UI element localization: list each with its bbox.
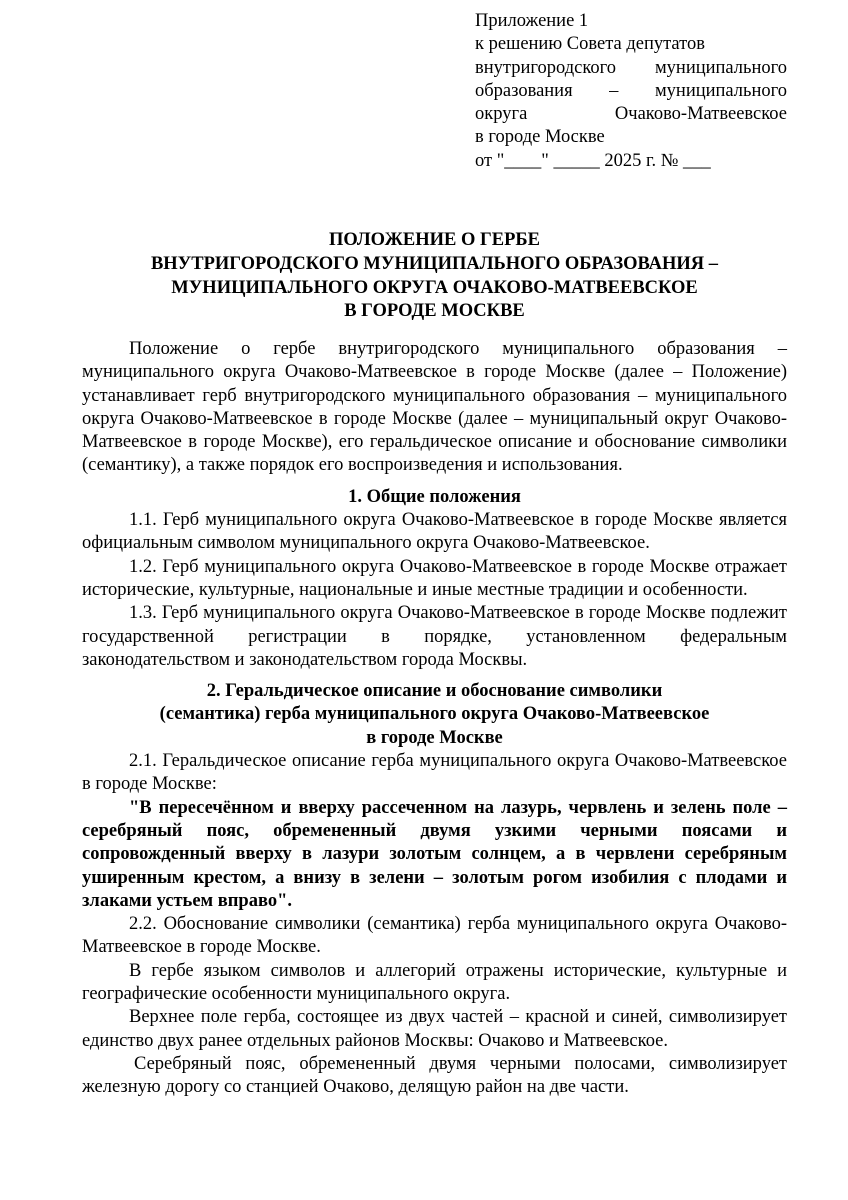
paragraph-2-2-b: Верхнее поле герба, состоящее из двух частей – красной и синей, символизирует единство двух ранее отдельных районов Москвы: Очаково и Матвеевское. [82, 1007, 787, 1051]
title-line: В ГОРОДЕ МОСКВЕ [344, 301, 525, 322]
appendix-line: образования – муниципального [475, 80, 787, 101]
section-2-heading-line: (семантика) герба муниципального округа Очаково-Матвеевское [159, 704, 710, 725]
appendix-line: Приложение 1 [475, 11, 589, 31]
section-2-heading-line: в городе Москве [366, 727, 503, 748]
appendix-line: внутригородского муниципального [475, 57, 787, 78]
appendix-block [475, 10, 787, 173]
document-body [82, 338, 787, 1100]
section-1-heading: 1. Общие положения [348, 486, 521, 507]
paragraph-2-2-c: Серебряный пояс, обремененный двумя черными полосами, символизирует железную дорогу со станцией Очаково, делящую район на две части. [82, 1053, 787, 1098]
paragraph-1-3: 1.3. Герб муниципального округа Очаково-Матвеевское в городе Москве подлежит государственной регистрации в порядке, установленном федеральным законодательством и законодательством города Москвы. [82, 603, 787, 670]
blazon-text: "В пересечённом и вверху рассеченном на лазурь, червлень и зелень поле – серебряный пояс, обремененный двумя узкими черными поясами и сопровожденный вверху в лазури золотым солнцем, а в червлени серебряным уширенным крестом, а внизу в зелени – золотым рогом изобилия с плодами и злаками устьем вправо". [82, 797, 787, 911]
intro-paragraph: Положение о гербе внутригородского муниципального образования – муниципального округа Очаково-Матвеевское в городе Москве (далее – Положение) устанавливает герб внутригородского муниципального образования – муниципального округа Очаково-Матвеевское в городе Москве (далее – муниципальный округ Очаково-Матвеевское в городе Москве), его геральдическое описание и обоснование символики (семантику), а также порядок его воспроизведения и использования. [82, 339, 787, 476]
appendix-line: в городе Москве [475, 127, 605, 148]
document-title [82, 229, 787, 324]
title-line: ПОЛОЖЕНИЕ О ГЕРБЕ [329, 230, 540, 250]
paragraph-1-2: 1.2. Герб муниципального округа Очаково-Матвеевское в городе Москве отражает исторические, культурные, национальные и иные местные традиции и особенности. [82, 556, 787, 600]
title-line: ВНУТРИГОРОДСКОГО МУНИЦИПАЛЬНОГО ОБРАЗОВАНИЯ – [150, 253, 719, 274]
appendix-line: округа Очаково-Матвеевское [475, 104, 787, 125]
section-2-heading [82, 680, 787, 750]
title-line: МУНИЦИПАЛЬНОГО ОКРУГА ОЧАКОВО-МАТВЕЕВСКОЕ [171, 277, 698, 298]
section-2-heading-line: 2. Геральдическое описание и обоснование символики [206, 681, 663, 702]
paragraph-2-2-a: В гербе языком символов и аллегорий отражены исторические, культурные и географические особенности муниципального округа. [82, 960, 787, 1005]
paragraph-2-1: 2.1. Геральдическое описание герба муниципального округа Очаково-Матвеевское в городе Москве: [82, 751, 787, 795]
appendix-line: к решению Совета депутатов [475, 34, 705, 55]
appendix-date-line: от "____" _____ 2025 г. № ___ [475, 150, 711, 171]
paragraph-2-2: 2.2. Обоснование символики (семантика) герба муниципального округа Очаково-Матвеевское в городе Москве. [82, 914, 787, 958]
paragraph-1-1: 1.1. Герб муниципального округа Очаково-Матвеевское в городе Москве является официальным символом муниципального округа Очаково-Матвеевское. [82, 510, 787, 554]
